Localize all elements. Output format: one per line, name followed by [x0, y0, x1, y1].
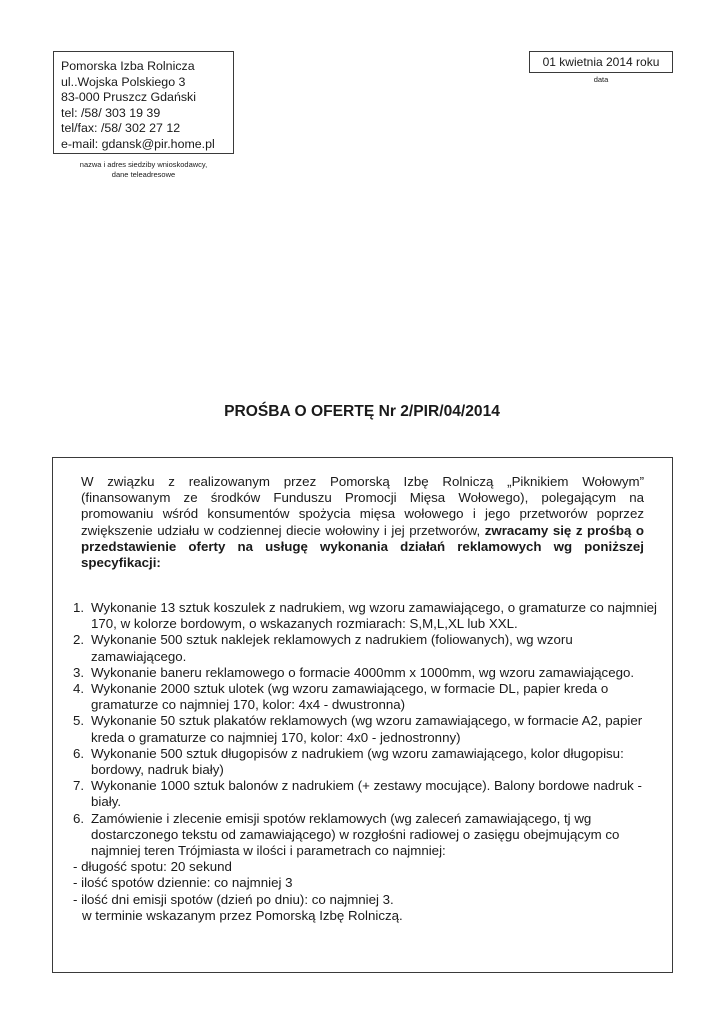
list-item-text: Wykonanie 13 sztuk koszulek z nadrukiem, wg wzoru zamawiającego, o gramaturze co najmniej 170, w kolorze bordowym, o wskazanych rozmiarach: S,M,L,XL lub XXL.	[91, 600, 657, 632]
sender-city: 83-000 Pruszcz Gdański	[61, 90, 196, 105]
list-item	[73, 681, 663, 713]
sender-name: Pomorska Izba Rolnicza	[61, 59, 195, 73]
list-item	[73, 665, 663, 681]
closing-line: w terminie wskazanym przez Pomorską Izbę Rolniczą.	[82, 907, 403, 923]
content-box	[52, 457, 673, 973]
list-item	[73, 632, 663, 664]
list-item	[73, 746, 663, 778]
intro-text: W związku z realizowanym przez Pomorską Izbę Rolniczą „Piknikiem Wołowym” (finansowanym ze środków Funduszu Promocji Mięsa Wołowego), polegającym na promowaniu wśród konsumentów spożycia mięsa wołowego i jego przetworów poprzez zwiększenie udziału w codziennej diecie wołowiny i jej przetworów,	[81, 474, 644, 538]
emission-days: - ilość dni emisji spotów (dzień po dniu): co najmniej 3.	[73, 891, 394, 907]
date-caption: data	[593, 75, 609, 84]
list-item	[73, 600, 663, 632]
list-item	[73, 713, 663, 745]
spots-per-day: - ilość spotów dziennie: co najmniej 3	[73, 875, 293, 891]
list-item-number: 5.	[73, 713, 85, 729]
list-item-text: Wykonanie 1000 sztuk balonów z nadrukiem (+ zestawy mocujące). Balony bordowe nadruk - biały.	[91, 778, 642, 810]
list-item-text: Zamówienie i zlecenie emisji spotów reklamowych (wg zaleceń zamawiającego, tj wg dostarczonego tekstu od zamawiającego) w rozgłośni radiowej o zasięgu obejmującym co najmniej teren Trójmiasta w ilości i parametrach co najmniej:	[91, 810, 620, 859]
list-item	[73, 811, 663, 860]
sender-street: ul..Wojska Polskiego 3	[61, 74, 186, 89]
list-item-number: 6.	[73, 745, 85, 761]
sender-caption-line1: nazwa i adres siedziby wnioskodawcy,	[79, 160, 208, 169]
sender-caption-line2: dane teleadresowe	[111, 170, 176, 179]
list-item-number: 7.	[73, 778, 85, 794]
intro-paragraph	[81, 474, 644, 571]
date-box: 01 kwietnia 2014 roku	[529, 51, 673, 73]
specification-list	[73, 600, 663, 924]
spot-length: - długość spotu: 20 sekund	[73, 859, 232, 875]
intro-request: zwracamy się z prośbą o przedstawienie oferty na usługę wykonania działań reklamowych wg poniższej specyfikacji:	[81, 522, 645, 571]
list-item-text: Wykonanie 500 sztuk naklejek reklamowych z nadrukiem (foliowanych), wg wzoru zamawiającego.	[91, 632, 573, 664]
list-item-number: 1.	[73, 600, 85, 615]
list-item	[73, 778, 663, 810]
list-item-text: Wykonanie 500 sztuk długopisów z nadrukiem (wg wzoru zamawiającego, kolor długopisu: bordowy, nadruk biały)	[91, 745, 624, 778]
sender-caption	[53, 160, 234, 180]
sender-phone: tel: /58/ 303 19 39	[61, 105, 161, 120]
list-item-number: 3.	[73, 664, 85, 680]
list-item-number: 4.	[73, 681, 85, 697]
sender-email: e-mail: gdansk@pir.home.pl	[61, 136, 215, 151]
sender-fax: tel/fax: /58/ 302 27 12	[61, 121, 181, 136]
list-item-text: Wykonanie baneru reklamowego o formacie 4000mm x 1000mm, wg wzoru zamawiającego.	[91, 664, 635, 680]
list-item-number: 6.	[73, 810, 85, 826]
list-item-text: Wykonanie 50 sztuk plakatów reklamowych (wg wzoru zamawiającego, w formacie A2, papier kreda o gramaturze co najmniej 170, kolor: 4x0 - jednostronny)	[91, 713, 643, 745]
list-item-number: 2.	[73, 632, 85, 648]
document-title: PROŚBA O OFERTĘ Nr 2/PIR/04/2014	[224, 403, 500, 420]
list-item-text: Wykonanie 2000 sztuk ulotek (wg wzoru zamawiającego, w formacie DL, papier kreda o gramaturze co najmniej 170, kolor: 4x4 - dwustronna)	[91, 681, 609, 713]
sender-address-box	[53, 51, 234, 154]
